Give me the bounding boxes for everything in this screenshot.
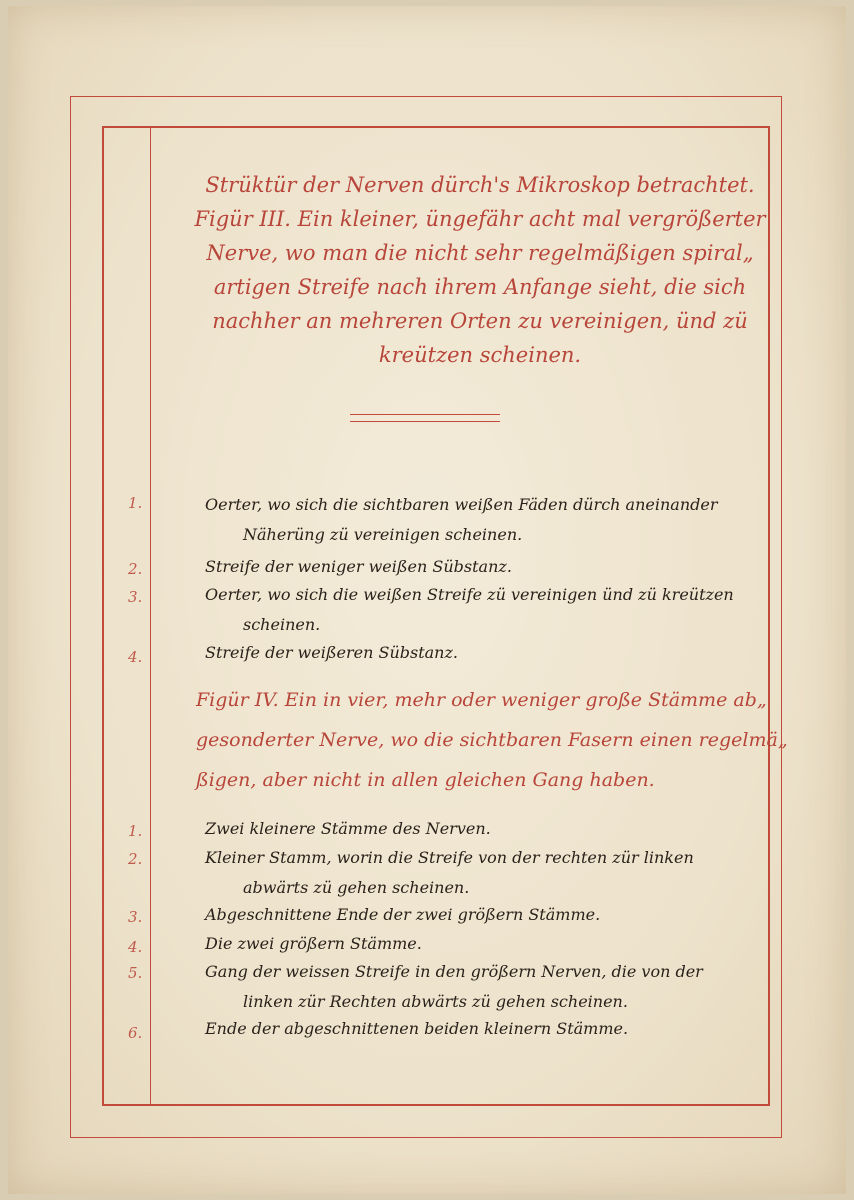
list2-entry	[205, 900, 765, 930]
list1-entry	[205, 580, 765, 640]
entry-line: Oerter, wo sich die weißen Streife zü vereinigen ünd zü kreützen	[205, 585, 734, 604]
entry-line: Die zwei größern Stämme.	[205, 934, 422, 953]
figure-4-heading	[196, 680, 788, 800]
heading-line: Figür III. Ein kleiner, üngefähr acht mal vergrößerter	[194, 207, 766, 231]
heading-line: nachher an mehreren Orten zu vereinigen, ünd zü	[212, 309, 748, 333]
list2-entry	[205, 957, 765, 1017]
list1-number: 1.	[128, 494, 143, 512]
list1-number: 4.	[128, 648, 143, 666]
heading-line: gesonderter Nerve, wo die sichtbaren Fasern einen regelmä„	[196, 729, 788, 751]
list2-number: 5.	[128, 964, 143, 982]
margin-rule	[150, 126, 151, 1106]
list2-entry	[205, 843, 765, 903]
heading-line: Figür IV. Ein in vier, mehr oder weniger große Stämme ab„	[196, 689, 767, 711]
entry-line: Zwei kleinere Stämme des Nerven.	[205, 819, 491, 838]
list2-number: 1.	[128, 822, 143, 840]
list1-entry	[205, 552, 765, 582]
list1-number: 3.	[128, 588, 143, 606]
list2-number: 2.	[128, 850, 143, 868]
heading-line: ßigen, aber nicht in allen gleichen Gang haben.	[196, 769, 655, 791]
list2-entry	[205, 929, 765, 959]
list2-entry	[205, 814, 765, 844]
entry-line: Oerter, wo sich die sichtbaren weißen Fäden dürch aneinander	[205, 495, 718, 514]
entry-line: Streife der weniger weißen Sübstanz.	[205, 557, 512, 576]
heading-line: kreützen scheinen.	[378, 343, 582, 367]
list2-entry	[205, 1014, 765, 1044]
heading-line: artigen Streife nach ihrem Anfange sieht, die sich	[213, 275, 747, 299]
list1-entry	[205, 638, 765, 668]
double-rule-divider	[350, 414, 500, 422]
list1-entry	[205, 490, 765, 550]
list1-number: 2.	[128, 560, 143, 578]
entry-line: Abgeschnittene Ende der zwei größern Stämme.	[205, 905, 601, 924]
heading-line: Strüktür der Nerven dürch's Mikroskop betrachtet.	[205, 173, 755, 197]
figure-3-heading	[190, 168, 770, 372]
list2-number: 3.	[128, 908, 143, 926]
entry-line: Ende der abgeschnittenen beiden kleinern Stämme.	[205, 1019, 629, 1038]
list2-number: 6.	[128, 1024, 143, 1042]
entry-line: abwärts zü gehen scheinen.	[243, 878, 470, 897]
entry-line: linken zür Rechten abwärts zü gehen scheinen.	[243, 992, 628, 1011]
entry-line: Streife der weißeren Sübstanz.	[205, 643, 458, 662]
entry-line: scheinen.	[243, 615, 321, 634]
entry-line: Gang der weissen Streife in den größern Nerven, die von der	[205, 962, 703, 981]
entry-line: Kleiner Stamm, worin die Streife von der rechten zür linken	[205, 848, 694, 867]
heading-line: Nerve, wo man die nicht sehr regelmäßigen spiral„	[206, 241, 754, 265]
list2-number: 4.	[128, 938, 143, 956]
entry-line: Näherüng zü vereinigen scheinen.	[243, 525, 523, 544]
